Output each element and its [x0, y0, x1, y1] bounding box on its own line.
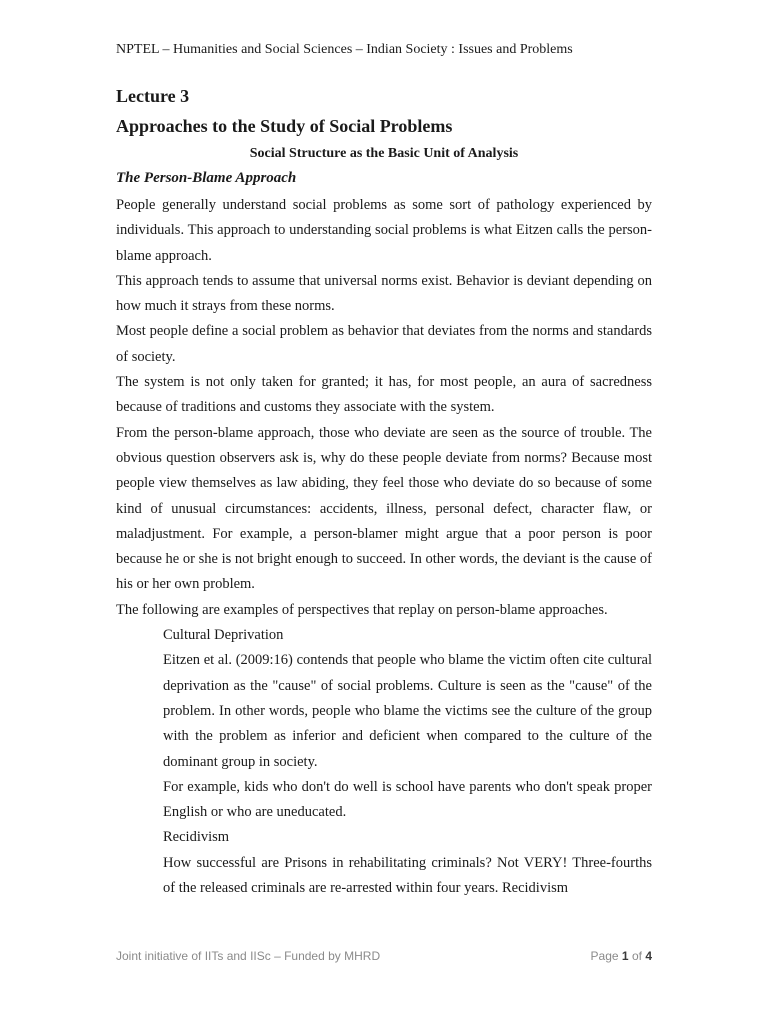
page-number [591, 949, 652, 963]
subheading-recidivism: Recidivism [163, 829, 230, 846]
page-header: NPTEL – Humanities and Social Sciences – Indian Society : Issues and Problems [116, 42, 573, 57]
indented-paragraph: How successful are Prisons in rehabilitating criminals? Not VERY! Three-fourths of the released criminals are re-arrested within four years. Recidivism [163, 854, 652, 897]
paragraph: From the person-blame approach, those who deviate are seen as the source of trouble. The obvious question observers ask is, why do these people deviate from norms? Because most people view themselves as law abiding, they feel those who deviate do so because of some kind of unusual circumstances: accidents, illness, personal defect, character flaw, or maladjustment. For example, a person-blamer might argue that a poor person is poor because he or she is not bright enough to succeed. In other words, the deviant is the cause of his or her own problem. [116, 424, 652, 593]
paragraph: Most people define a social problem as behavior that deviates from the norms and standards of society. [116, 323, 652, 365]
paragraph: People generally understand social problems as some sort of pathology experienced by individuals. This approach to understanding social problems is what Eitzen calls the person-blame approach. [116, 197, 652, 264]
paragraph: The system is not only taken for granted; it has, for most people, an aura of sacredness because of traditions and customs they associate with the system. [116, 374, 652, 416]
subheading-cultural-deprivation: Cultural Deprivation [163, 627, 284, 644]
indented-paragraph: For example, kids who don't do well is school have parents who don't speak proper English or who are uneducated. [163, 778, 652, 821]
page-label: Page [590, 949, 619, 963]
paragraph: The following are examples of perspectives that replay on person-blame approaches. [116, 601, 608, 618]
footer-credit: Joint initiative of IITs and IISc – Funded by MHRD [116, 949, 381, 963]
subtitle: Social Structure as the Basic Unit of Analysis [249, 146, 519, 161]
paragraph: This approach tends to assume that universal norms exist. Behavior is deviant depending on how much it strays from these norms. [116, 272, 652, 315]
page-of: of [631, 949, 642, 963]
lecture-number: Lecture 3 [116, 86, 190, 106]
section-heading: The Person-Blame Approach [116, 170, 297, 186]
page-total: 4 [645, 949, 652, 963]
page-current: 1 [621, 949, 629, 963]
page-title: Approaches to the Study of Social Problems [116, 116, 453, 136]
indented-paragraph: Eitzen et al. (2009:16) contends that people who blame the victim often cite cultural deprivation as the "cause" of social problems. Culture is seen as the "cause" of the problem. In other words, people who blame the victims see the culture of the group with the problem as inferior and deficient when compared to the culture of the dominant group in society. [163, 652, 652, 770]
body-text [116, 193, 652, 901]
